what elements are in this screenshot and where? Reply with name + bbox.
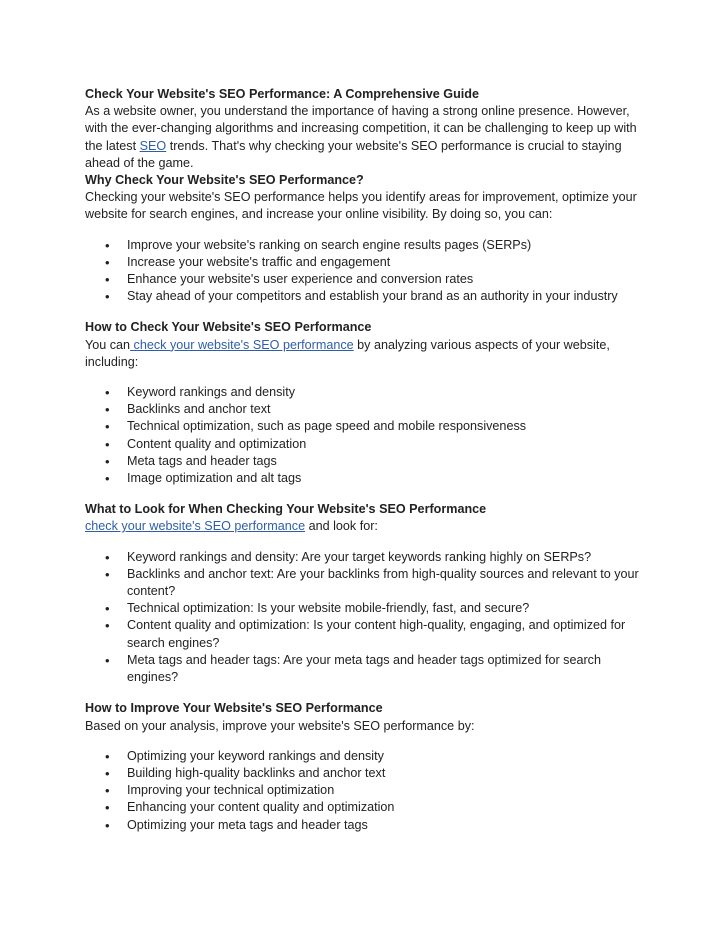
- list-item: • Technical optimization: Is your website mobile-friendly, fast, and secure?: [85, 600, 645, 617]
- list-item: • Keyword rankings and density: Are your target keywords ranking highly on SERPs?: [85, 549, 645, 566]
- how-to-check-paragraph: [85, 337, 645, 371]
- list-item: • Optimizing your keyword rankings and density: [85, 748, 645, 765]
- how-to-improve-paragraph: Based on your analysis, improve your website's SEO performance by:: [85, 718, 475, 733]
- how-to-improve-heading: How to Improve Your Website's SEO Performance: [85, 701, 383, 716]
- guide-title: Check Your Website's SEO Performance: A Comprehensive Guide: [85, 87, 479, 101]
- intro-paragraph: [85, 103, 645, 172]
- why-check-heading: Why Check Your Website's SEO Performance?: [85, 173, 364, 188]
- list-item: • Image optimization and alt tags: [85, 470, 645, 487]
- how-to-check-text-start: You can: [85, 337, 131, 352]
- list-item: • Improving your technical optimization: [85, 782, 645, 799]
- list-item: • Increase your website's traffic and engagement: [85, 254, 645, 271]
- list-item: • Content quality and optimization: [85, 436, 645, 453]
- list-item: • Stay ahead of your competitors and establish your brand as an authority in your industry: [85, 288, 645, 305]
- what-to-look-for-heading: What to Look for When Checking Your Website's SEO Performance: [85, 502, 487, 517]
- what-to-look-for-paragraph: [85, 518, 645, 535]
- intro-text-start: As a website owner, you understand the importance of having a strong online presence. However, with the ever-changing algorithms and increasing competition, it can be challenging to keep up with the latest: [85, 104, 637, 153]
- list-item: • Enhancing your content quality and optimization: [85, 799, 645, 816]
- seo-link[interactable]: SEO: [139, 138, 167, 153]
- list-item: • Optimizing your meta tags and header tags: [85, 817, 645, 834]
- list-item: • Content quality and optimization: Is your content high-quality, engaging, and optimized for search engines?: [85, 617, 645, 651]
- how-to-check-text-end: by analyzing various aspects of your website, including:: [85, 337, 610, 369]
- list-item: • Meta tags and header tags: [85, 453, 645, 470]
- check-seo-link[interactable]: check your website's SEO performance: [130, 337, 354, 352]
- list-item: • Building high-quality backlinks and anchor text: [85, 765, 645, 782]
- intro-text-end: trends. That's why checking your website's SEO performance is crucial to staying ahead of the game.: [85, 138, 622, 170]
- how-to-check-heading: How to Check Your Website's SEO Performance: [85, 320, 372, 335]
- list-item: • Backlinks and anchor text: [85, 401, 645, 418]
- list-item: • Technical optimization, such as page speed and mobile responsiveness: [85, 418, 645, 435]
- list-item: • Meta tags and header tags: Are your meta tags and header tags optimized for search engines?: [85, 652, 645, 686]
- why-check-paragraph: Checking your website's SEO performance helps you identify areas for improvement, optimize your website for search engines, and increase your online visibility. By doing so, you can:: [85, 190, 637, 222]
- improve-list: [85, 748, 645, 834]
- benefits-list: [85, 237, 645, 306]
- list-item: • Backlinks and anchor text: Are your backlinks from high-quality sources and relevant to your content?: [85, 566, 645, 600]
- what-to-look-for-text-end: and look for:: [305, 519, 378, 534]
- check-seo-link-2[interactable]: check your website's SEO performance: [85, 519, 306, 534]
- document-page: [85, 86, 645, 848]
- list-item: • Keyword rankings and density: [85, 384, 645, 401]
- list-item: • Enhance your website's user experience and conversion rates: [85, 271, 645, 288]
- look-for-list: [85, 549, 645, 687]
- list-item: • Improve your website's ranking on search engine results pages (SERPs): [85, 237, 645, 254]
- aspects-list: [85, 384, 645, 487]
